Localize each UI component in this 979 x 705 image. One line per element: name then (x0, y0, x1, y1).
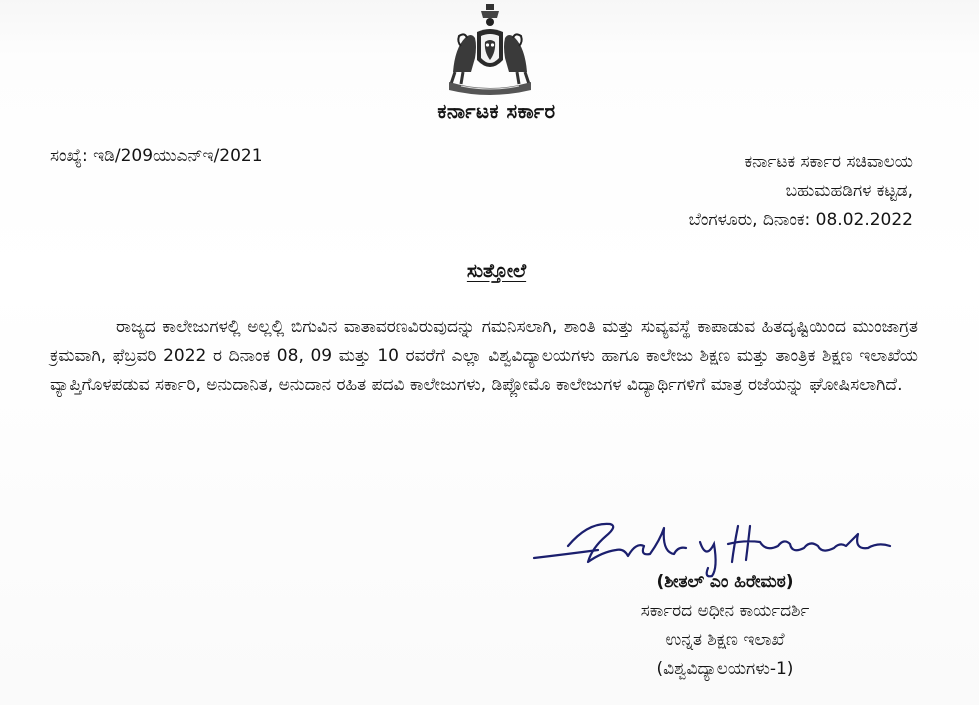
address-line: ಬಹುಮಹಡಿಗಳ ಕಟ್ಟಡ, (785, 181, 913, 201)
signatory-name: (ಶೀತಲ್ ಎಂ ಹಿರೇಮಠ) (656, 572, 794, 592)
signatory-section: (ವಿಶ್ವವಿದ್ಯಾಲಯಗಳು-1) (656, 659, 794, 679)
government-title: ಕರ್ನಾಟಕ ಸರ್ಕಾರ (437, 99, 556, 123)
circular-heading: ಸುತ್ತೋಲೆ (466, 260, 527, 282)
signatory-block (560, 568, 890, 684)
reference-number: ಸಂಖ್ಯೆ: ಇಡಿ/209ಯುಎನ್ಇ/2021 (50, 146, 263, 166)
signatory-department: ಉನ್ನತ ಶಿಕ್ಷಣ ಇಲಾಖೆ (665, 630, 785, 650)
circular-body: ರಾಜ್ಯದ ಕಾಲೇಜುಗಳಲ್ಲಿ ಅಲ್ಲಲ್ಲಿ ಬಿಗುವಿನ ವಾತಾವರಣವಿರುವುದನ್ನು ಗಮನಿಸಲಾಗಿ, ಶಾಂತಿ ಮತ್ತು ಸುವ್ಯವಸ್ಥೆ ಕಾಪಾಡುವ ಹಿತದೃಷ್ಟಿಯಿಂದ ಮುಂಜಾಗ್ರತ ಕ್ರಮವಾಗಿ, ಫೆಬ್ರವರಿ 2022 ರ ದಿನಾಂಕ 08, 09 ಮತ್ತು 10 ರವರೆಗೆ ಎಲ್ಲಾ ವಿಶ್ವವಿದ್ಯಾಲಯಗಳು ಹಾಗೂ ಕಾಲೇಜು ಶಿಕ್ಷಣ ಮತ್ತು ತಾಂತ್ರಿಕ ಶಿಕ್ಷಣ ಇಲಾಖೆಯ ವ್ಯಾಪ್ತಿಗೊಳಪಡುವ ಸರ್ಕಾರಿ, ಅನುದಾನಿತ, ಅನುದಾನ ರಹಿತ ಪದವಿ ಕಾಲೇಜುಗಳು, ಡಿಪ್ಲೋಮೊ ಕಾಲೇಜುಗಳ ವಿದ್ಯಾರ್ಥಿಗಳಿಗೆ ಮಾತ್ರ ರಜೆಯನ್ನು ಘೋಷಿಸಲಾಗಿದೆ. (50, 317, 918, 395)
office-address (689, 148, 913, 235)
address-date-line: ಬೆಂಗಳೂರು, ದಿನಾಂಕ: 08.02.2022 (688, 210, 913, 230)
state-emblem-icon (441, 2, 539, 98)
signatory-designation: ಸರ್ಕಾರದ ಅಧೀನ ಕಾರ್ಯದರ್ಶಿ (640, 601, 810, 621)
address-line: ಕರ್ನಾಟಕ ಸರ್ಕಾರ ಸಚಿವಾಲಯ (744, 152, 913, 172)
